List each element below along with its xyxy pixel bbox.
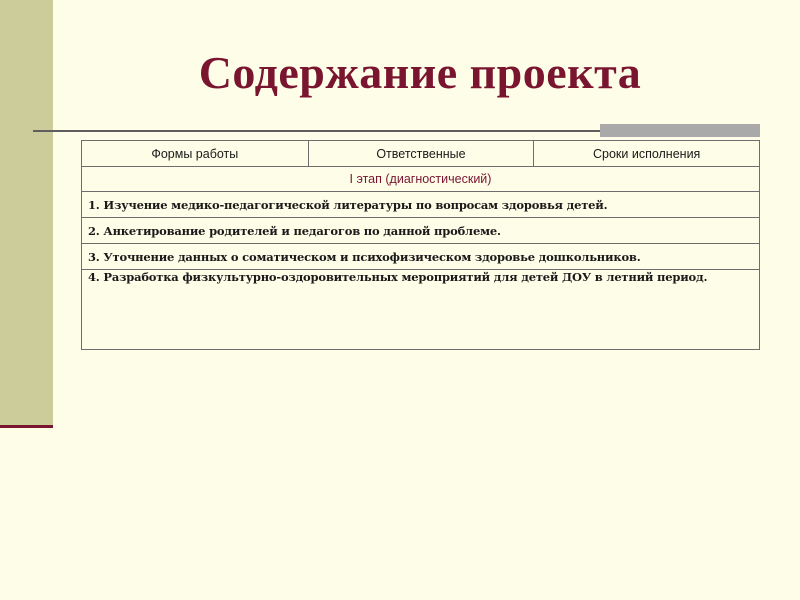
header-responsible: Ответственные xyxy=(308,141,534,167)
title-divider-block xyxy=(600,124,760,137)
stage-label: I этап (диагностический) xyxy=(82,167,760,192)
header-work-forms: Формы работы xyxy=(82,141,309,167)
project-content-table xyxy=(81,140,760,350)
task-3: 3. Уточнение данных о соматическом и психофизическом здоровье дошкольников. xyxy=(82,244,760,270)
table-row xyxy=(82,192,760,218)
task-2: 2. Анкетирование родителей и педагогов по данной проблеме. xyxy=(82,218,760,244)
table-row xyxy=(82,270,760,350)
task-4: 4. Разработка физкультурно-оздоровительных мероприятий для детей ДОУ в летний период. xyxy=(82,270,760,350)
slide-title: Содержание проекта xyxy=(198,47,642,98)
table-row xyxy=(82,244,760,270)
left-decor-underline xyxy=(0,425,53,428)
task-1: 1. Изучение медико-педагогической литературы по вопросам здоровья детей. xyxy=(82,192,760,218)
table-row xyxy=(82,218,760,244)
stage-row xyxy=(82,167,760,192)
header-deadlines: Сроки исполнения xyxy=(534,141,760,167)
table-header-row xyxy=(82,141,760,167)
